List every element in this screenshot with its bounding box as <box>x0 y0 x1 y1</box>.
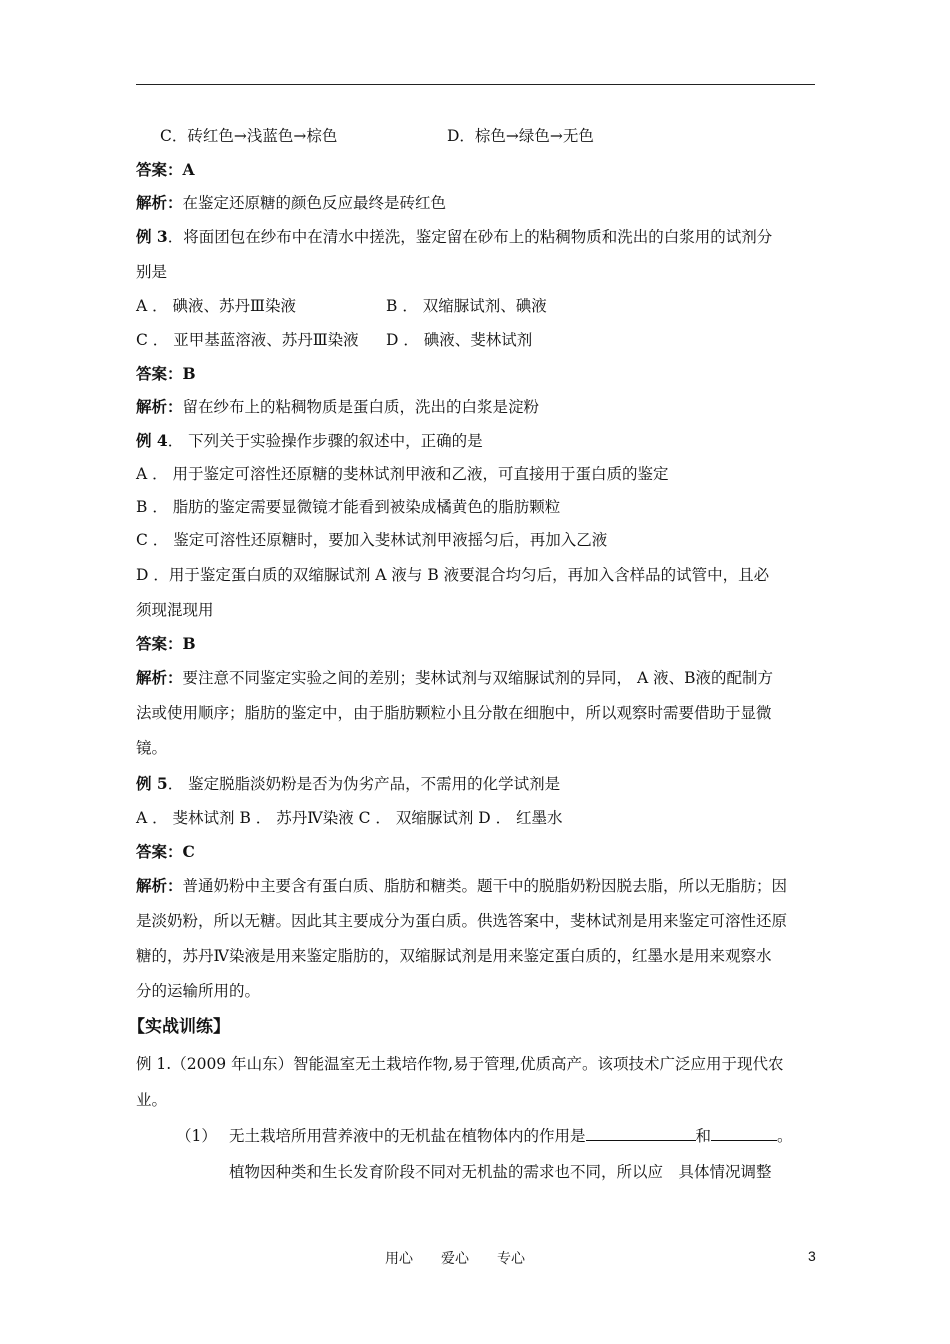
sentence-end: 。 <box>777 1127 793 1145</box>
analysis-label: 解析： <box>136 397 183 416</box>
example-stem: ．将面团包在纱布中在清水中搓洗，鉴定留在砂布上的粘稠物质和洗出的白浆用的试剂分 <box>167 228 773 246</box>
answer-line <box>136 842 195 862</box>
analysis-text: 在鉴定还原糖的颜色反应最终是砖红色 <box>182 194 447 212</box>
example-3-stem-cont: 别是 <box>136 263 168 281</box>
answer-label: 答案： <box>136 160 183 179</box>
example-3-option-b: B ． 双缩脲试剂、碘液 <box>386 297 547 315</box>
analysis-cont: 镜。 <box>136 739 168 757</box>
conjunction: 和 <box>695 1127 712 1145</box>
analysis-line <box>136 876 787 896</box>
example-stem: ． 鉴定脱脂淡奶粉是否为伪劣产品，不需用的化学试剂是 <box>167 775 561 793</box>
footer-motto <box>385 1248 553 1268</box>
sub-question-1-cont: 植物因种类和生长发育阶段不同对无机盐的需求也不同，所以应 具体情况调整 <box>229 1163 772 1181</box>
analysis-cont: 糖的，苏丹Ⅳ染液是用来鉴定脂肪的，双缩脲试剂是用来鉴定蛋白质的，红墨水是用来观察水 <box>136 947 772 965</box>
analysis-line <box>136 397 539 417</box>
header-rule <box>136 84 815 85</box>
analysis-text: 留在纱布上的粘稠物质是蛋白质，洗出的白浆是淀粉 <box>182 398 540 416</box>
answer-line <box>136 634 196 654</box>
practice-example-1: 例 1.（2009 年山东）智能温室无土栽培作物,易于管理,优质高产。该项技术广泛应用于现代农 <box>136 1055 784 1073</box>
analysis-label: 解析： <box>136 193 183 212</box>
option-d: D．棕色→绿色→无色 <box>447 127 594 145</box>
sub-question-1 <box>229 1126 793 1146</box>
analysis-label: 解析： <box>136 876 183 895</box>
example-4-stem <box>136 431 483 451</box>
answer-blank-1[interactable] <box>586 1126 696 1141</box>
answer-label: 答案： <box>136 634 183 653</box>
footer-right: 专心 <box>497 1251 525 1267</box>
example-4-option-d-cont: 须现混现用 <box>136 601 214 619</box>
sub-question-number: （1） <box>176 1127 217 1145</box>
example-3-option-a: A ． 碘液、苏丹Ⅲ染液 <box>136 297 296 315</box>
option-c: C．砖红色→浅蓝色→棕色 <box>160 127 338 145</box>
example-4-option-d: D ．用于鉴定蛋白质的双缩脲试剂 A 液与 B 液要混合均匀后，再加入含样品的试管中，且必 <box>136 566 770 584</box>
analysis-label: 解析： <box>136 668 183 687</box>
footer-mid: 爱心 <box>441 1251 469 1267</box>
example-5-options: A ． 斐林试剂 B ． 苏丹Ⅳ染液 C ． 双缩脲试剂 D ． 红墨水 <box>136 809 563 827</box>
analysis-cont: 是淡奶粉，所以无糖。因此其主要成分为蛋白质。供选答案中，斐林试剂是用来鉴定可溶性还原 <box>136 912 788 930</box>
analysis-cont: 法或使用顺序；脂肪的鉴定中，由于脂肪颗粒小且分散在细胞中，所以观察时需要借助于显微 <box>136 704 772 722</box>
section-title: 【实战训练】 <box>128 1017 230 1037</box>
example-3-option-c: C ． 亚甲基蓝溶液、苏丹Ⅲ染液 <box>136 331 359 349</box>
example-stem: ． 下列关于实验操作步骤的叙述中，正确的是 <box>167 432 483 450</box>
practice-example-1-cont: 业。 <box>136 1091 168 1109</box>
analysis-text: 要注意不同鉴定实验之间的差别；斐林试剂与双缩脲试剂的异同， A 液、B液的配制方 <box>182 669 773 687</box>
example-4-option-a: A ． 用于鉴定可溶性还原糖的斐林试剂甲液和乙液，可直接用于蛋白质的鉴定 <box>136 465 669 483</box>
answer-label: 答案： <box>136 364 183 383</box>
example-3-stem <box>136 227 772 247</box>
example-4-option-c: C ． 鉴定可溶性还原糖时，要加入斐林试剂甲液摇匀后，再加入乙液 <box>136 531 608 549</box>
answer-value: B <box>182 634 196 653</box>
answer-line <box>136 364 196 384</box>
analysis-text: 普通奶粉中主要含有蛋白质、脂肪和糖类。题干中的脱脂奶粉因脱去脂，所以无脂肪；因 <box>182 877 788 895</box>
example-5-stem <box>136 774 560 794</box>
page-number: 3 <box>808 1248 816 1264</box>
answer-blank-2[interactable] <box>711 1126 777 1141</box>
example-label: 例 5 <box>136 774 168 793</box>
example-label: 例 4 <box>136 431 168 450</box>
example-label: 例 3 <box>136 227 168 246</box>
answer-line <box>136 160 195 180</box>
answer-label: 答案： <box>136 842 183 861</box>
analysis-line <box>136 668 773 688</box>
example-4-option-b: B ． 脂肪的鉴定需要显微镜才能看到被染成橘黄色的脂肪颗粒 <box>136 498 561 516</box>
footer-left: 用心 <box>385 1251 413 1267</box>
analysis-line <box>136 193 446 213</box>
example-3-option-d: D ． 碘液、斐林试剂 <box>386 331 533 349</box>
answer-value: C <box>182 842 195 861</box>
answer-value: A <box>182 160 195 179</box>
sub-question-text: 无土栽培所用营养液中的无机盐在植物体内的作用是 <box>229 1127 586 1145</box>
answer-value: B <box>182 364 196 383</box>
analysis-cont: 分的运输所用的。 <box>136 982 261 1000</box>
